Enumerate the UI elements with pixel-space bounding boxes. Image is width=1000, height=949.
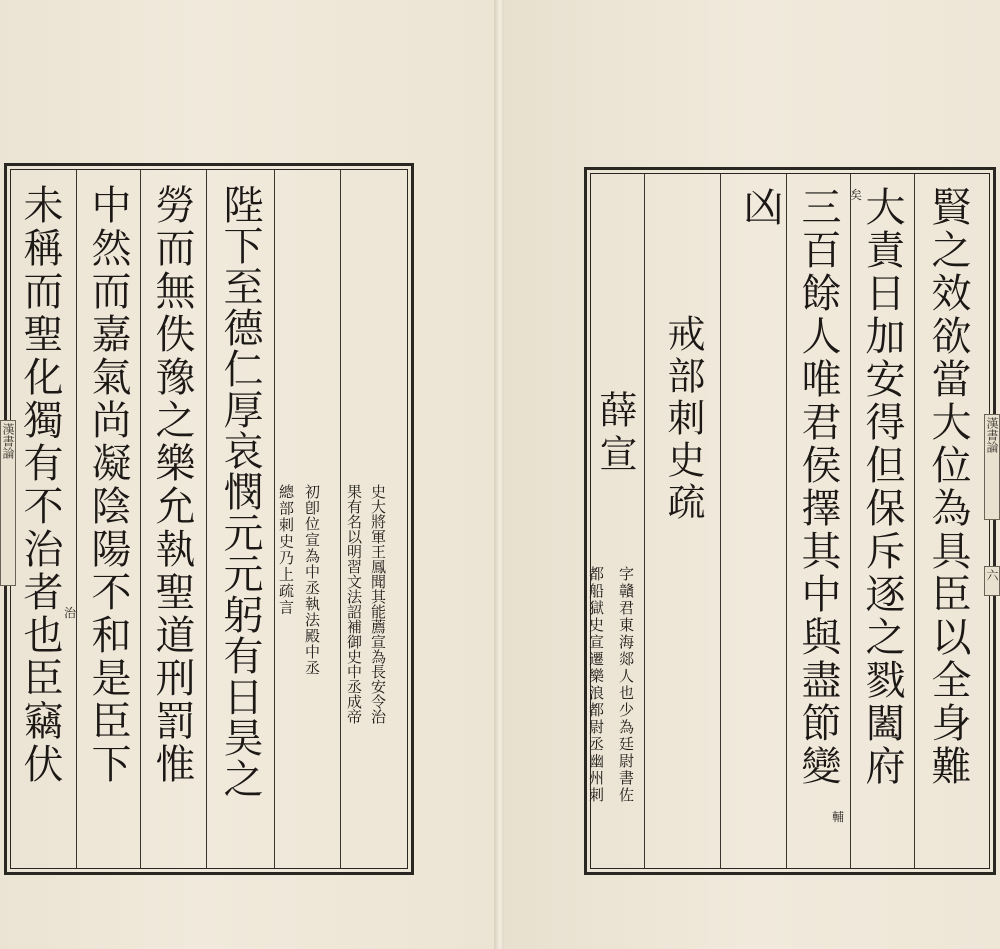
text-column: 三百餘人唯君侯擇其中與盡節變: [795, 186, 841, 788]
text-column: 陛下至德仁厚哀憫元元躬有日昊之: [217, 184, 263, 799]
annotation-column: 果有名以明習文法詔補御史中丞成帝: [345, 484, 363, 724]
fold-label: 漢書論: [984, 414, 1000, 520]
text-column: 未稱而聖化獨有不治者也臣竊伏: [17, 184, 63, 786]
column-rule: [274, 170, 275, 868]
column-rule: [340, 170, 341, 868]
annotation-column: 史大將軍王鳳聞其能薦宣為長安令治: [369, 484, 387, 724]
text-column: 勞而無佚豫之樂允執聖道刑罰惟: [149, 184, 195, 786]
fold-label: 漢書論: [0, 420, 16, 586]
annotation-column: 都船獄史宣遷樂浪都尉丞幽州刺: [587, 566, 605, 804]
text-column: 中然而嘉氣尚凝陰陽不和是臣下: [85, 184, 131, 786]
column-rule: [76, 170, 77, 868]
margin-note: 治: [64, 606, 77, 620]
column-rule: [720, 174, 721, 868]
annotation-column: 總部刺史乃上疏言: [277, 484, 295, 616]
column-rule: [914, 174, 915, 868]
text-column: 凶: [737, 186, 783, 229]
text-column: 大責日加安得但保斥逐之戮闔府: [859, 186, 905, 788]
annotation-column: 字贛君東海郯人也少為廷尉書佐: [617, 566, 635, 804]
fold-page-number: 六: [984, 566, 1000, 596]
right-page: [504, 0, 1000, 949]
annotation-column: 初卽位宣為中丞執法殿中丞: [303, 484, 321, 676]
column-rule: [644, 174, 645, 868]
left-page: [0, 0, 496, 949]
text-column: 賢之效欲當大位為具臣以全身難: [925, 186, 971, 788]
column-rule: [850, 174, 851, 868]
column-rule: [140, 170, 141, 868]
margin-note: 矣: [850, 188, 863, 202]
author-name: 薛宣: [593, 390, 637, 478]
column-rule: [206, 170, 207, 868]
column-rule: [786, 174, 787, 868]
essay-title: 戒部刺史疏: [661, 314, 705, 524]
margin-note: 輔: [832, 810, 845, 824]
